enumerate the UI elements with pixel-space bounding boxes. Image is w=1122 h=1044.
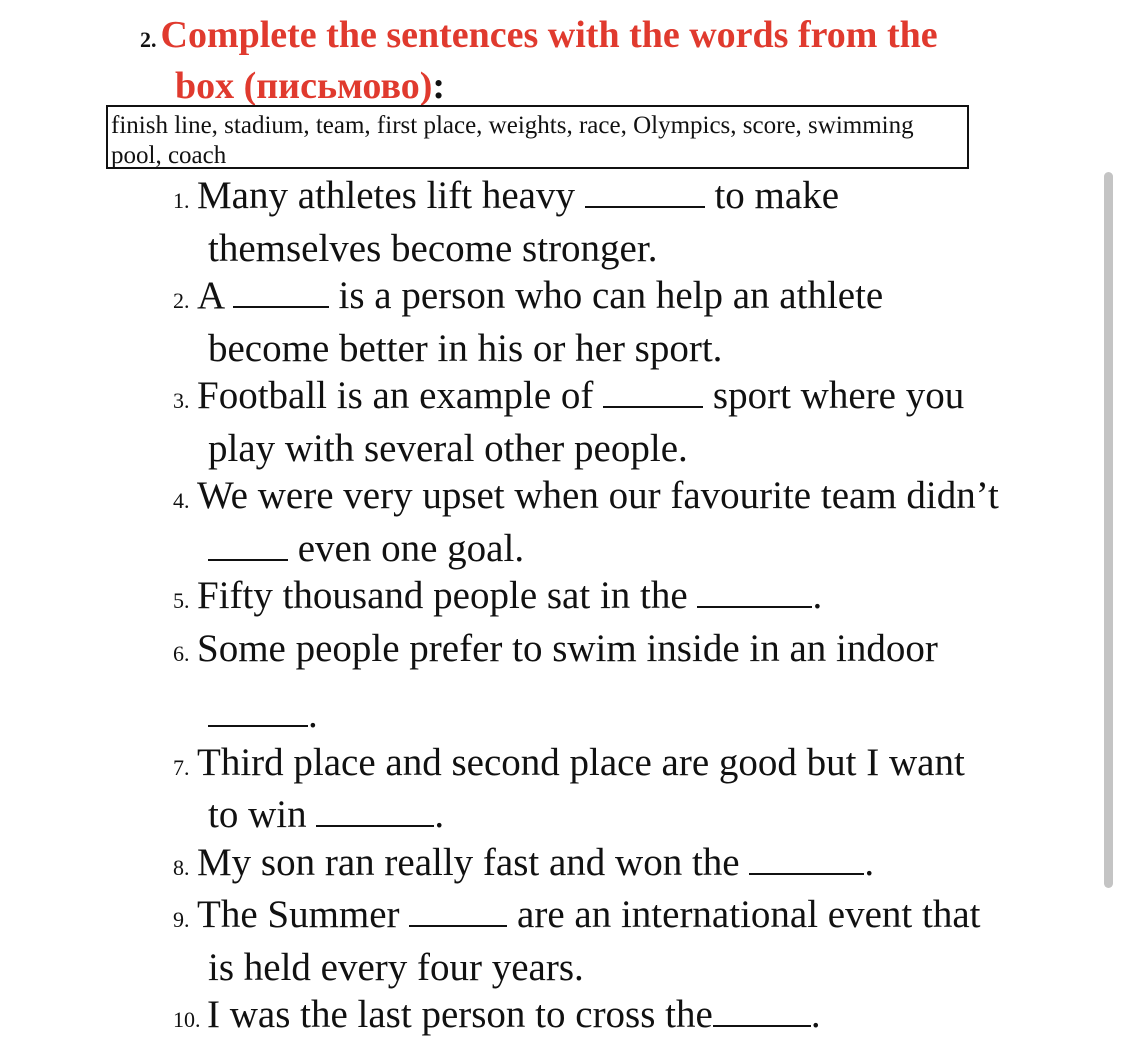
item-text: even one goal.	[288, 526, 525, 570]
sentence-item-6	[173, 625, 1053, 739]
item-number: 10.	[173, 1007, 201, 1032]
item-text: Fifty thousand people sat in the	[197, 574, 698, 617]
item-text: become better in his or her sport.	[208, 326, 723, 370]
item-text: are an international event that	[507, 893, 981, 936]
item-text: The Summer	[197, 893, 410, 936]
sentence-item-10	[173, 991, 1053, 1044]
item-number: 5.	[173, 588, 190, 613]
answer-blank[interactable]	[208, 695, 308, 727]
word-box-line-2: pool, coach	[111, 142, 227, 169]
answer-blank[interactable]	[697, 576, 812, 608]
sentence-item-3	[173, 372, 1053, 472]
item-text: .	[812, 574, 823, 617]
answer-blank[interactable]	[208, 529, 288, 561]
item-text: .	[810, 993, 821, 1036]
item-text: .	[434, 793, 445, 836]
item-number: 2.	[173, 288, 190, 313]
item-number: 7.	[173, 754, 190, 780]
answer-blank[interactable]	[409, 895, 507, 927]
item-text: is a person who can help an athlete	[328, 274, 884, 317]
item-text: to make	[704, 174, 840, 217]
sentence-item-9	[173, 891, 1053, 991]
answer-blank[interactable]	[316, 795, 434, 827]
heading-line-2: box (письмово)	[175, 65, 433, 107]
sentence-item-7	[173, 739, 1053, 839]
answer-blank[interactable]	[713, 995, 811, 1027]
sentence-item-8	[173, 839, 1053, 892]
item-text: sport where you	[703, 374, 965, 417]
heading-colon: :	[432, 65, 446, 107]
item-number: 8.	[173, 854, 190, 880]
item-text: .	[864, 840, 875, 884]
exercise-number: 2.	[140, 27, 157, 52]
answer-blank[interactable]	[585, 176, 705, 208]
item-text: Football is an example of	[197, 374, 604, 417]
item-number: 1.	[173, 188, 190, 213]
sentence-list	[173, 172, 1053, 1044]
item-number: 9.	[173, 907, 190, 932]
item-text: Third place and second place are good but I want	[197, 740, 965, 784]
heading-line-1: Complete the sentences with the words from the	[160, 14, 938, 56]
exercise-heading	[140, 12, 1020, 109]
sentence-item-5	[173, 572, 1053, 625]
item-number: 4.	[173, 488, 190, 513]
word-box	[106, 105, 969, 169]
item-text: I was the last person to cross the	[207, 993, 713, 1036]
item-number: 6.	[173, 640, 190, 666]
item-text: We were very upset when our favourite team didn’t	[197, 474, 999, 517]
answer-blank[interactable]	[603, 376, 703, 408]
vertical-scrollbar[interactable]	[1104, 172, 1113, 888]
item-number: 3.	[173, 388, 190, 413]
sentence-item-4	[173, 472, 1053, 572]
answer-blank[interactable]	[233, 276, 329, 308]
item-text: is held every four years.	[208, 945, 584, 989]
item-text: .	[308, 693, 318, 736]
sentence-item-1	[173, 172, 1053, 272]
item-text: themselves become stronger.	[208, 226, 658, 270]
word-box-line-1: finish line, stadium, team, first place, weights, race, Olympics, score, swimming	[111, 112, 914, 139]
item-text: Many athletes lift heavy	[197, 174, 585, 217]
sentence-item-2	[173, 272, 1053, 372]
item-text: play with several other people.	[208, 426, 688, 470]
item-text: My son ran really fast and won the	[197, 840, 750, 884]
item-text: Some people prefer to swim inside in an indoor	[197, 626, 938, 670]
item-text: to win	[208, 793, 317, 836]
answer-blank[interactable]	[749, 843, 864, 875]
item-text: A	[197, 274, 233, 317]
